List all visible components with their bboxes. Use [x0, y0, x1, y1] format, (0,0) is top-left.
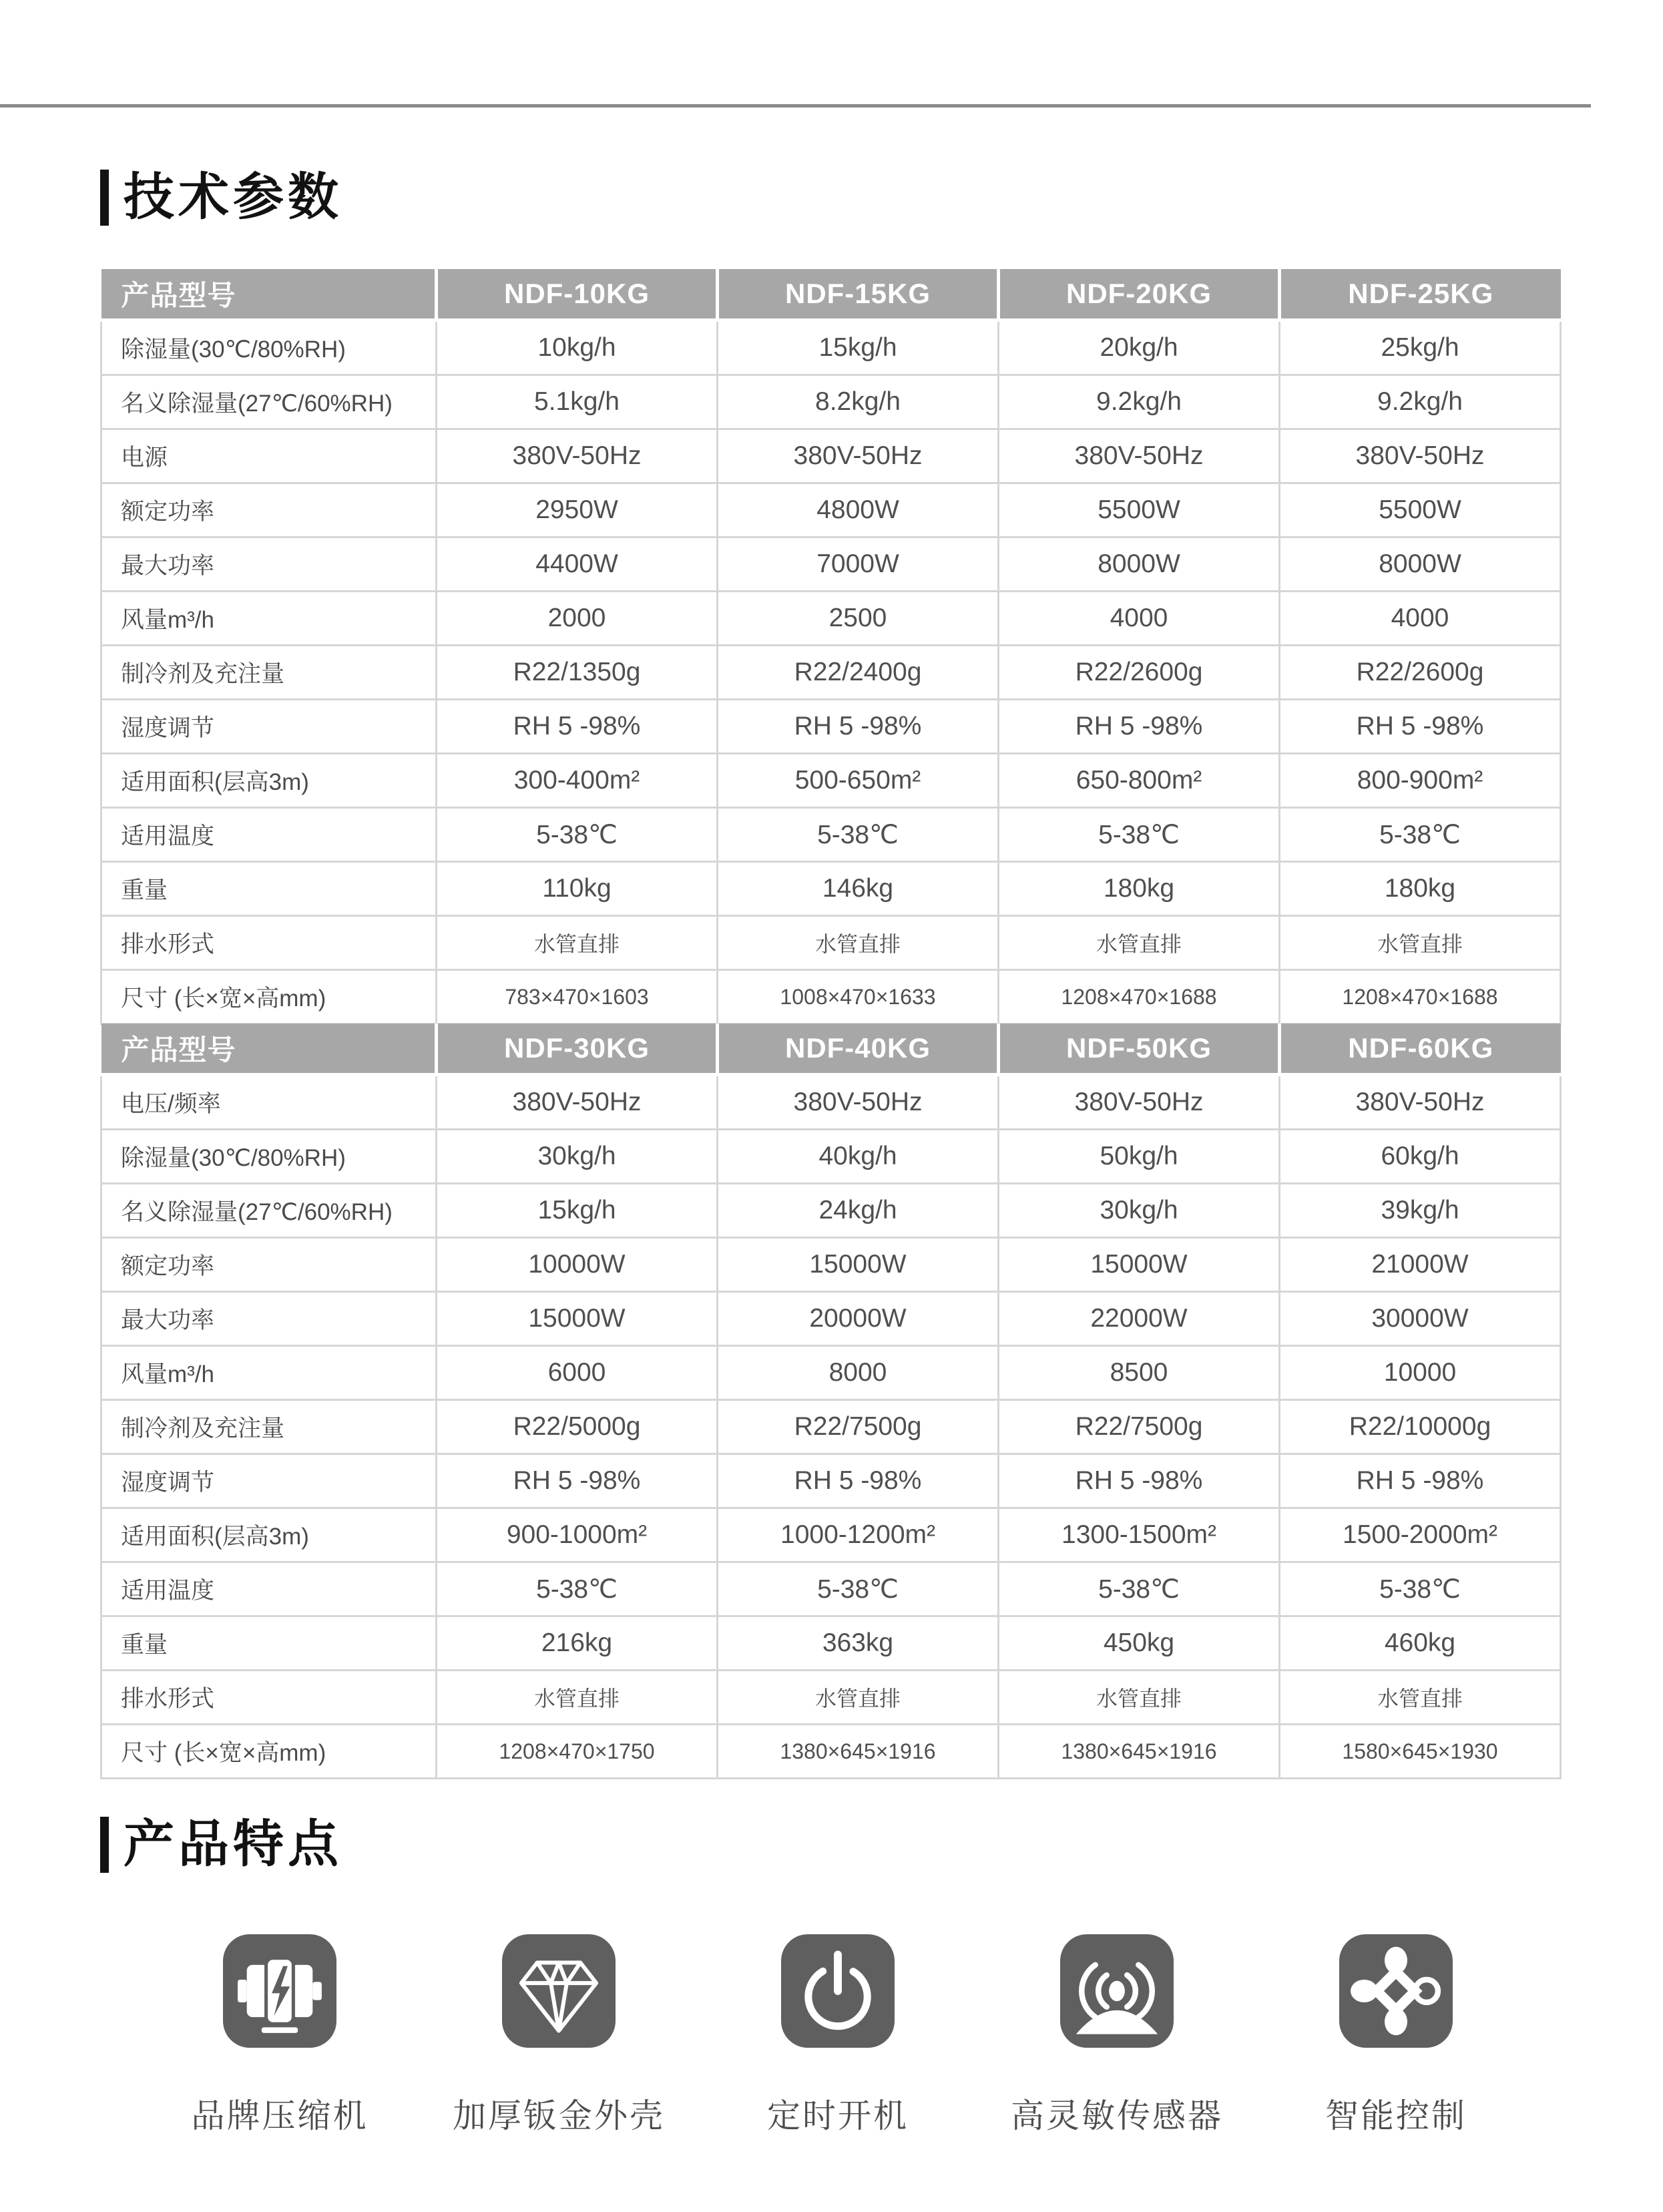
spec-value: 20000W: [718, 1292, 999, 1346]
spec-value: 4000: [999, 592, 1280, 646]
row-label: 除湿量(30℃/80%RH): [101, 1130, 437, 1184]
spec-value: 380V-50Hz: [437, 1075, 718, 1130]
spec-value: 8000: [718, 1346, 999, 1400]
spec-row: [101, 1130, 1561, 1184]
row-label: 适用面积(层高3m): [101, 1508, 437, 1562]
spec-value: 30000W: [1280, 1292, 1561, 1346]
spec-value: 1208×470×1688: [1280, 970, 1561, 1024]
spec-value: 650-800m²: [999, 754, 1280, 808]
spec-value: 1208×470×1688: [999, 970, 1280, 1024]
spec-value: 8000W: [1280, 537, 1561, 592]
spec-row: [101, 1292, 1561, 1346]
feature-label: 定时开机: [767, 2097, 909, 2135]
spec-table-small-models: [100, 269, 1562, 1025]
column-header-model: NDF-30KG: [437, 1024, 718, 1075]
spec-value: 水管直排: [999, 1671, 1280, 1725]
spec-value: 水管直排: [1280, 1671, 1561, 1725]
feature-label: 加厚钣金外壳: [453, 2097, 665, 2135]
spec-value: 8000W: [999, 537, 1280, 592]
spec-value: RH 5 -98%: [437, 700, 718, 754]
column-header-model: NDF-20KG: [999, 269, 1280, 320]
row-label: 最大功率: [101, 537, 437, 592]
column-header-label: 产品型号: [101, 269, 437, 320]
spec-value: 8.2kg/h: [718, 375, 999, 429]
spec-value: 15kg/h: [718, 320, 999, 375]
spec-value: 7000W: [718, 537, 999, 592]
spec-value: 21000W: [1280, 1238, 1561, 1292]
spec-value: 380V-50Hz: [1280, 1075, 1561, 1130]
row-label: 名义除湿量(27℃/60%RH): [101, 1184, 437, 1238]
spec-value: 水管直排: [1280, 916, 1561, 970]
spec-value: 380V-50Hz: [1280, 429, 1561, 483]
spec-value: R22/5000g: [437, 1400, 718, 1454]
spec-value: 1580×645×1930: [1280, 1725, 1561, 1779]
spec-value: 24kg/h: [718, 1184, 999, 1238]
spec-row: [101, 429, 1561, 483]
spec-value: 783×470×1603: [437, 970, 718, 1024]
row-label: 风量m³/h: [101, 592, 437, 646]
row-label: 湿度调节: [101, 700, 437, 754]
top-divider-line: [0, 104, 1591, 107]
spec-row: [101, 1238, 1561, 1292]
spec-row: [101, 592, 1561, 646]
spec-value: 25kg/h: [1280, 320, 1561, 375]
spec-value: 5-38℃: [718, 1562, 999, 1616]
row-label: 电源: [101, 429, 437, 483]
spec-value: 363kg: [718, 1616, 999, 1671]
spec-value: 4400W: [437, 537, 718, 592]
spec-row: [101, 646, 1561, 700]
spec-value: 水管直排: [718, 1671, 999, 1725]
spec-value: RH 5 -98%: [999, 700, 1280, 754]
feature-label: 高灵敏传感器: [1011, 2097, 1223, 2135]
spec-value: 180kg: [999, 862, 1280, 916]
spec-table-large-models: [100, 1024, 1562, 1779]
spec-value: 500-650m²: [718, 754, 999, 808]
column-header-model: NDF-40KG: [718, 1024, 999, 1075]
spec-value: 30kg/h: [437, 1130, 718, 1184]
spec-value: 380V-50Hz: [999, 429, 1280, 483]
spec-value: 8500: [999, 1346, 1280, 1400]
sensor-icon: [1060, 1934, 1174, 2048]
row-label: 重量: [101, 862, 437, 916]
row-label: 电压/频率: [101, 1075, 437, 1130]
feature-item-timer: [698, 1934, 977, 2137]
spec-value: R22/7500g: [718, 1400, 999, 1454]
spec-value: 1008×470×1633: [718, 970, 999, 1024]
feature-item-compressor: [140, 1934, 419, 2137]
spec-value: 10000W: [437, 1238, 718, 1292]
spec-value: R22/1350g: [437, 646, 718, 700]
row-label: 除湿量(30℃/80%RH): [101, 320, 437, 375]
spec-value: 5-38℃: [437, 808, 718, 862]
column-header-model: NDF-50KG: [999, 1024, 1280, 1075]
spec-value: 800-900m²: [1280, 754, 1561, 808]
column-header-model: NDF-60KG: [1280, 1024, 1561, 1075]
spec-value: RH 5 -98%: [999, 1454, 1280, 1508]
row-label: 尺寸 (长×宽×高mm): [101, 1725, 437, 1779]
spec-value: 20kg/h: [999, 320, 1280, 375]
spec-value: 146kg: [718, 862, 999, 916]
spec-value: 15kg/h: [437, 1184, 718, 1238]
row-label: 尺寸 (长×宽×高mm): [101, 970, 437, 1024]
spec-value: 2000: [437, 592, 718, 646]
spec-value: 380V-50Hz: [718, 1075, 999, 1130]
spec-value: 110kg: [437, 862, 718, 916]
section-title-specs: [100, 168, 342, 227]
spec-value: 15000W: [999, 1238, 1280, 1292]
spec-row: [101, 483, 1561, 537]
spec-value: 9.2kg/h: [1280, 375, 1561, 429]
spec-row: [101, 1075, 1561, 1130]
spec-value: R22/2400g: [718, 646, 999, 700]
column-header-model: NDF-15KG: [718, 269, 999, 320]
spec-value: 5500W: [1280, 483, 1561, 537]
spec-value: 6000: [437, 1346, 718, 1400]
spec-value: R22/2600g: [999, 646, 1280, 700]
spec-value: 39kg/h: [1280, 1184, 1561, 1238]
column-header-model: NDF-10KG: [437, 269, 718, 320]
spec-value: 5-38℃: [1280, 1562, 1561, 1616]
row-label: 最大功率: [101, 1292, 437, 1346]
spec-value: 1208×470×1750: [437, 1725, 718, 1779]
spec-value: 10000: [1280, 1346, 1561, 1400]
spec-value: R22/2600g: [1280, 646, 1561, 700]
spec-row: [101, 1616, 1561, 1671]
spec-value: 40kg/h: [718, 1130, 999, 1184]
row-label: 排水形式: [101, 1671, 437, 1725]
spec-value: RH 5 -98%: [1280, 1454, 1561, 1508]
feature-item-sensor: [977, 1934, 1256, 2137]
spec-value: RH 5 -98%: [437, 1454, 718, 1508]
spec-row: [101, 320, 1561, 375]
spec-row: [101, 754, 1561, 808]
spec-value: 5-38℃: [437, 1562, 718, 1616]
row-label: 制冷剂及充注量: [101, 1400, 437, 1454]
spec-value: 1380×645×1916: [999, 1725, 1280, 1779]
spec-row: [101, 916, 1561, 970]
power-icon: [781, 1934, 895, 2048]
spec-value: 4800W: [718, 483, 999, 537]
spec-row: [101, 1508, 1561, 1562]
spec-value: RH 5 -98%: [718, 700, 999, 754]
spec-value: 460kg: [1280, 1616, 1561, 1671]
spec-row: [101, 1346, 1561, 1400]
spec-value: 5-38℃: [1280, 808, 1561, 862]
spec-value: 10kg/h: [437, 320, 718, 375]
spec-value: 水管直排: [999, 916, 1280, 970]
row-label: 重量: [101, 1616, 437, 1671]
spec-value: 380V-50Hz: [999, 1075, 1280, 1130]
spec-value: 900-1000m²: [437, 1508, 718, 1562]
spec-row: [101, 862, 1561, 916]
row-label: 制冷剂及充注量: [101, 646, 437, 700]
row-label: 额定功率: [101, 483, 437, 537]
row-label: 湿度调节: [101, 1454, 437, 1508]
section-title-text: 产品特点: [124, 1816, 342, 1873]
spec-value: 22000W: [999, 1292, 1280, 1346]
spec-value: 5-38℃: [999, 808, 1280, 862]
spec-value: 50kg/h: [999, 1130, 1280, 1184]
spec-value: 9.2kg/h: [999, 375, 1280, 429]
row-label: 名义除湿量(27℃/60%RH): [101, 375, 437, 429]
spec-value: 380V-50Hz: [437, 429, 718, 483]
spec-value: 15000W: [437, 1292, 718, 1346]
row-label: 排水形式: [101, 916, 437, 970]
row-label: 适用温度: [101, 808, 437, 862]
spec-row: [101, 1454, 1561, 1508]
spec-value: 1380×645×1916: [718, 1725, 999, 1779]
spec-value: 水管直排: [437, 916, 718, 970]
spec-value: 1000-1200m²: [718, 1508, 999, 1562]
column-header-model: NDF-25KG: [1280, 269, 1561, 320]
row-label: 风量m³/h: [101, 1346, 437, 1400]
feature-label: 智能控制: [1325, 2097, 1467, 2135]
row-label: 适用面积(层高3m): [101, 754, 437, 808]
spec-row: [101, 1725, 1561, 1779]
section-title-text: 技术参数: [124, 169, 342, 226]
spec-value: 180kg: [1280, 862, 1561, 916]
title-bar-mark: [100, 1817, 109, 1873]
spec-value: R22/7500g: [999, 1400, 1280, 1454]
compressor-icon: [223, 1934, 336, 2048]
spec-value: RH 5 -98%: [718, 1454, 999, 1508]
spec-value: 5500W: [999, 483, 1280, 537]
spec-value: 60kg/h: [1280, 1130, 1561, 1184]
title-bar-mark: [100, 170, 109, 226]
feature-label: 品牌压缩机: [191, 2097, 369, 2135]
spec-value: 30kg/h: [999, 1184, 1280, 1238]
diamond-icon: [502, 1934, 616, 2048]
spec-value: 15000W: [718, 1238, 999, 1292]
spec-value: 水管直排: [718, 916, 999, 970]
header-row: [101, 1024, 1561, 1075]
spec-row: [101, 1562, 1561, 1616]
smart-control-icon: [1339, 1934, 1453, 2048]
spec-row: [101, 808, 1561, 862]
spec-value: 300-400m²: [437, 754, 718, 808]
row-label: 适用温度: [101, 1562, 437, 1616]
feature-list: [140, 1934, 1535, 2137]
spec-row: [101, 375, 1561, 429]
spec-value: 5-38℃: [999, 1562, 1280, 1616]
column-header-label: 产品型号: [101, 1024, 437, 1075]
spec-row: [101, 1184, 1561, 1238]
spec-value: R22/10000g: [1280, 1400, 1561, 1454]
spec-value: RH 5 -98%: [1280, 700, 1561, 754]
spec-row: [101, 537, 1561, 592]
spec-value: 2500: [718, 592, 999, 646]
feature-item-smart-control: [1256, 1934, 1535, 2137]
spec-row: [101, 1671, 1561, 1725]
spec-row: [101, 1400, 1561, 1454]
spec-row: [101, 700, 1561, 754]
spec-value: 水管直排: [437, 1671, 718, 1725]
spec-value: 5-38℃: [718, 808, 999, 862]
spec-value: 380V-50Hz: [718, 429, 999, 483]
row-label: 额定功率: [101, 1238, 437, 1292]
spec-value: 2950W: [437, 483, 718, 537]
spec-value: 450kg: [999, 1616, 1280, 1671]
spec-value: 1300-1500m²: [999, 1508, 1280, 1562]
feature-item-shell: [419, 1934, 698, 2137]
spec-row: [101, 970, 1561, 1024]
spec-value: 5.1kg/h: [437, 375, 718, 429]
spec-value: 4000: [1280, 592, 1561, 646]
section-title-features: [100, 1815, 342, 1874]
header-row: [101, 269, 1561, 320]
spec-value: 216kg: [437, 1616, 718, 1671]
spec-value: 1500-2000m²: [1280, 1508, 1561, 1562]
